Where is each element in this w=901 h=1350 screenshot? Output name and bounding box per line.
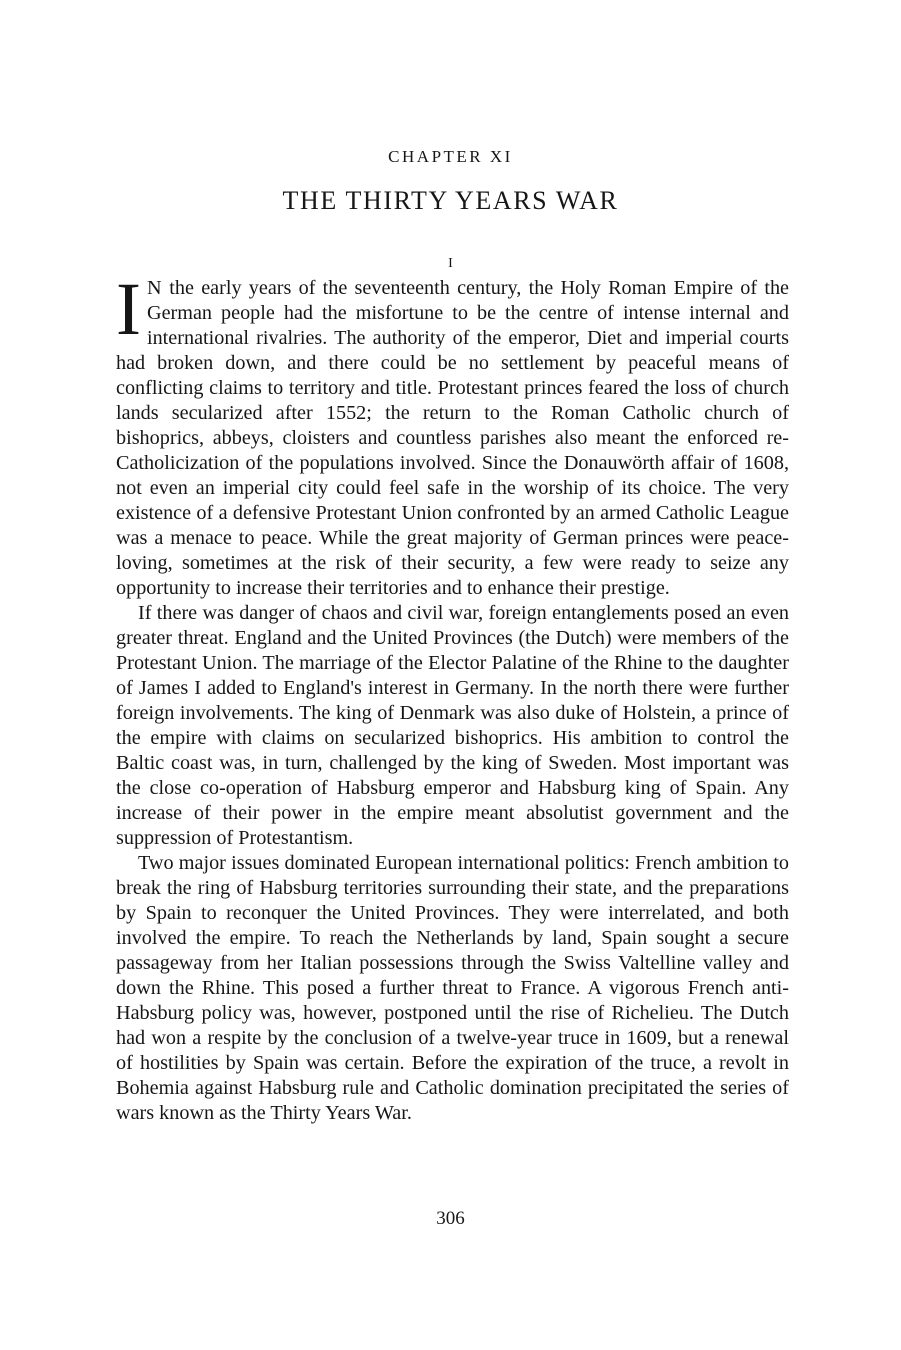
chapter-label: CHAPTER XI	[388, 147, 513, 166]
chapter-title: THE THIRTY YEARS WAR	[282, 186, 619, 215]
paragraph-2: If there was danger of chaos and civil war, foreign entanglements posed an even greater threat. England and the United Provinces (the Dutch) were members of the Protestant Union. The marriage of the Elector Palatine of the Rhine to the daughter of James I added to England's interest in Germany. In the north there were further foreign involvements. The king of Denmark was also duke of Holstein, a prince of the empire with claims on secularized bishoprics. His ambition to control the Baltic coast was, in turn, challenged by the king of Sweden. Most important was the close co-operation of Habsburg emperor and Habsburg king of Spain. Any increase of their power in the empire meant absolutist government and the suppression of Protestantism.	[116, 602, 789, 849]
body-text	[116, 268, 789, 1126]
drop-cap: I	[116, 268, 141, 351]
first-word-rest: N	[146, 277, 163, 299]
paragraph-3: Two major issues dominated European international politics: French ambition to break the ring of Habsburg territories surrounding their state, and the preparations by Spain to reconquer the United Provinces. They were interrelated, and both involved the empire. To reach the Netherlands by land, Spain sought a secure passageway from her Italian possessions through the Swiss Valtelline valley and down the Rhine. This posed a further threat to France. A vigorous French anti-Habsburg policy was, however, postponed until the rise of Richelieu. The Dutch had won a respite by the conclusion of a twelve-year truce in 1609, but a renewal of hostilities by Spain was certain. Before the expiration of the truce, a revolt in Bohemia against Habsburg rule and Catholic domination precipitated the series of wars known as the Thirty Years War.	[116, 852, 789, 1124]
paragraph-1-text: the early years of the seventeenth century, the Holy Roman Empire of the German people had the misfortune to be the centre of intense internal and international rivalries. The authority of the emperor, Diet and imperial courts had broken down, and there could be no settlement by peaceful means of conflicting claims to territory and title. Protestant princes feared the loss of church lands secularized after 1552; the return to the Roman Catholic church of bishoprics, abbeys, cloisters and countless parishes also meant the enforced re-Catholicization of the populations involved. Since the Donauwörth affair of 1608, not even an imperial city could feel safe in the worship of its choice. The very existence of a defensive Protestant Union confronted by an armed Catholic League was a menace to peace. While the great majority of German princes were peace-loving, sometimes at the risk of their security, a few were ready to seize any opportunity to increase their territories and to enhance their prestige.	[116, 277, 789, 599]
section-number: I	[448, 256, 453, 271]
page-number: 306	[436, 1208, 465, 1229]
paragraph-1	[116, 268, 789, 601]
